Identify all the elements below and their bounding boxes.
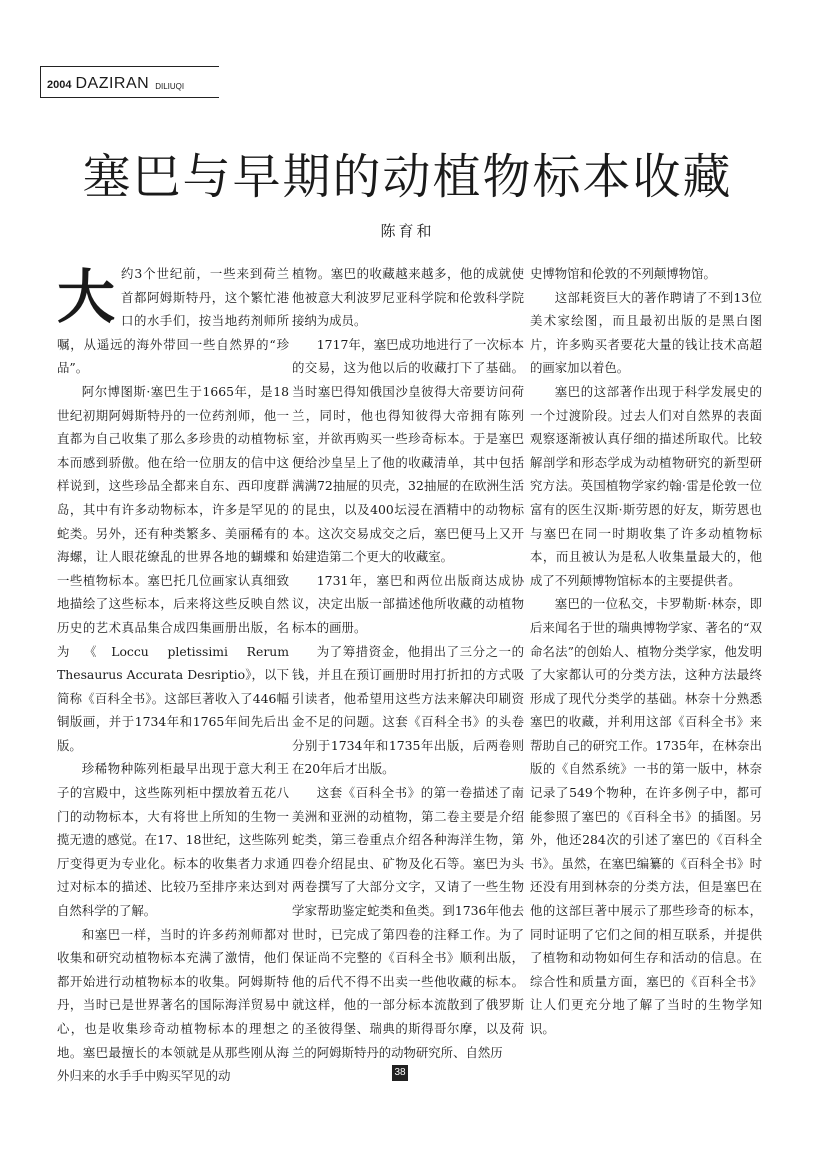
paragraph: 阿尔博图斯·塞巴生于1665年，是18世纪初期阿姆斯特丹的一位药剂师，他一直都为自己收集了那么多珍贵的动植物标本而感到骄傲。他在给一位朋友的信中这样说到，这些珍品全都来自东、西印度群岛，其中有许多动物标本，许多是罕见的蛇类。另外，还有种类繁多、美丽稀有的海螺，让人眼花缭乱的世界各地的蝴蝶和一些植物标本。塞巴托几位画家认真细致地描绘了这些标本，后来将这些反映自然历史的艺术真品集合成四集画册出版，名为《Loccu pletissimi Rerum Thesaurus Accurata Desriptio》，以下简称《百科全书》。这部巨著收入了446幅铜版画，并于1734年和1765年间先后出版。 bbox=[57, 383, 289, 753]
paragraph: 大约3个世纪前，一些来到荷兰首都阿姆斯特丹，这个繁忙港口的水手们，按当地药剂师所嘱，从遥远的海外带回一些自然界的“珍品”。 bbox=[57, 263, 289, 376]
paragraph: 珍稀物种陈列柜最早出现于意大利王子的宫殿中，这些陈列柜中摆放着五花八门的动物标本，大有将世上所知的生物一揽无遗的感觉。在17、18世纪，这些陈列厅变得更为专业化。标本的收集者力求通过对标本的描述、比较乃至排序来达到对自然科学的了解。 bbox=[57, 761, 289, 919]
paragraph: 1731年，塞巴和两位出版商达成协议，决定出版一部描述他所收藏的动植物标本的画册。 bbox=[292, 572, 524, 635]
article-author: 陈育和 bbox=[380, 222, 435, 240]
column-2 bbox=[292, 262, 524, 1064]
page-number: 38 bbox=[392, 1065, 408, 1081]
paragraph: 这部耗资巨大的著作聘请了不到13位美术家绘图，而且最初出版的是黑白图片，许多购买者要花大量的钱让技术高超的画家加以着色。 bbox=[530, 289, 762, 376]
paragraph: 1717年，塞巴成功地进行了一次标本的交易，这为他以后的收藏打下了基础。当时塞巴得知俄国沙皇彼得大帝要访问荷兰，同时，他也得知彼得大帝拥有陈列室，并欲再购买一些珍奇标本。于是塞巴便给沙皇呈上了他的收藏清单，其中包括满满72抽屉的贝壳，32抽屉的在欧洲生活的昆虫，以及400坛浸在酒精中的动物标本。这次交易成交之后，塞巴便马上又开始建造第二个更大的收藏室。 bbox=[292, 336, 524, 565]
paragraph: 植物。塞巴的收藏越来越多，他的成就使他被意大利波罗尼亚科学院和伦敦科学院接纳为成员。 bbox=[292, 266, 524, 329]
masthead-name: DAZIRAN bbox=[75, 75, 150, 92]
column-3 bbox=[530, 262, 762, 1041]
masthead bbox=[40, 66, 219, 98]
masthead-year: 2004 bbox=[47, 79, 72, 91]
paragraph: 史博物馆和伦敦的不列颠博物馆。 bbox=[530, 266, 716, 281]
paragraph: 这套《百科全书》的第一卷描述了南美洲和亚洲的动植物，第二卷主要是介绍蛇类，第三卷重点介绍各种海洋生物，第四卷介绍昆虫、矿物及化石等。塞巴为头两卷撰写了大部分文字，又请了一些生物学家帮助鉴定蛇类和鱼类。到1736年他去世时，已完成了第四卷的注释工作。为了保证尚不完整的《百科全书》顺利出版，他的后代不得不出卖一些他收藏的标本。就这样，他的一部分标本流散到了俄罗斯的圣彼得堡、瑞典的斯得哥尔摩，以及荷兰的阿姆斯特丹的动物研究所、自然历 bbox=[292, 785, 524, 1060]
article-title: 塞巴与早期的动植物标本收藏 bbox=[82, 149, 733, 205]
drop-cap: 大 bbox=[57, 263, 116, 331]
paragraph: 和塞巴一样，当时的许多药剂师都对收集和研究动植物标本充满了激情，他们都开始进行动植物标本的收集。阿姆斯特丹，当时已是世界著名的国际海洋贸易中心，也是收集珍奇动植物标本的理想之地。塞巴最擅长的本领就是从那些刚从海外归来的水手手中购买罕见的动 bbox=[57, 926, 289, 1084]
masthead-sub: DILIUQI bbox=[155, 82, 185, 91]
paragraph: 为了筹措资金，他捐出了三分之一的钱，并且在预订画册时用打折扣的方式吸引读者，他希望用这些方法来解决印刷资金不足的问题。这套《百科全书》的头卷分别于1734年和1735年出版，后两卷则在20年后才出版。 bbox=[292, 643, 524, 777]
paragraph: 塞巴的这部著作出现于科学发展史的一个过渡阶段。过去人们对自然界的表面观察逐渐被认真仔细的描述所取代。比较解剖学和形态学成为动植物研究的新型研究方法。英国植物学家约翰·雷是伦敦一位富有的医生汉斯·斯劳恩的好友，斯劳恩也与塞巴在同一时期收集了许多动植物标本，而且被认为是私人收集量最大的，他成了不列颠博物馆标本的主要提供者。 bbox=[530, 383, 762, 588]
column-1 bbox=[57, 262, 289, 1088]
paragraph: 塞巴的一位私交，卡罗勒斯·林奈，即后来闻名于世的瑞典博物学家、著名的“双命名法”的创始人、植物分类学家，他发明了大家都认可的分类方法，这种方法最终形成了现代分类学的基础。林奈十分熟悉塞巴的收藏，并利用这部《百科全书》来帮助自己的研究工作。1735年，在林奈出版的《自然系统》一书的第一版中，林奈记录了549个物种，在许多例子中，都可能参照了塞巴的《百科全书》的插图。另外，他还284次的引述了塞巴的《百科全书》。虽然，在塞巴编纂的《百科全书》时还没有用到林奈的分类方法，但是塞巴在他的这部巨著中展示了那些珍奇的标本，同时证明了它们之间的相互联系，并提供了植物和动物如何生存和活动的信息。在综合性和质量方面，塞巴的《百科全书》让人们更充分地了解了当时的生物学知识。 bbox=[530, 596, 762, 1036]
